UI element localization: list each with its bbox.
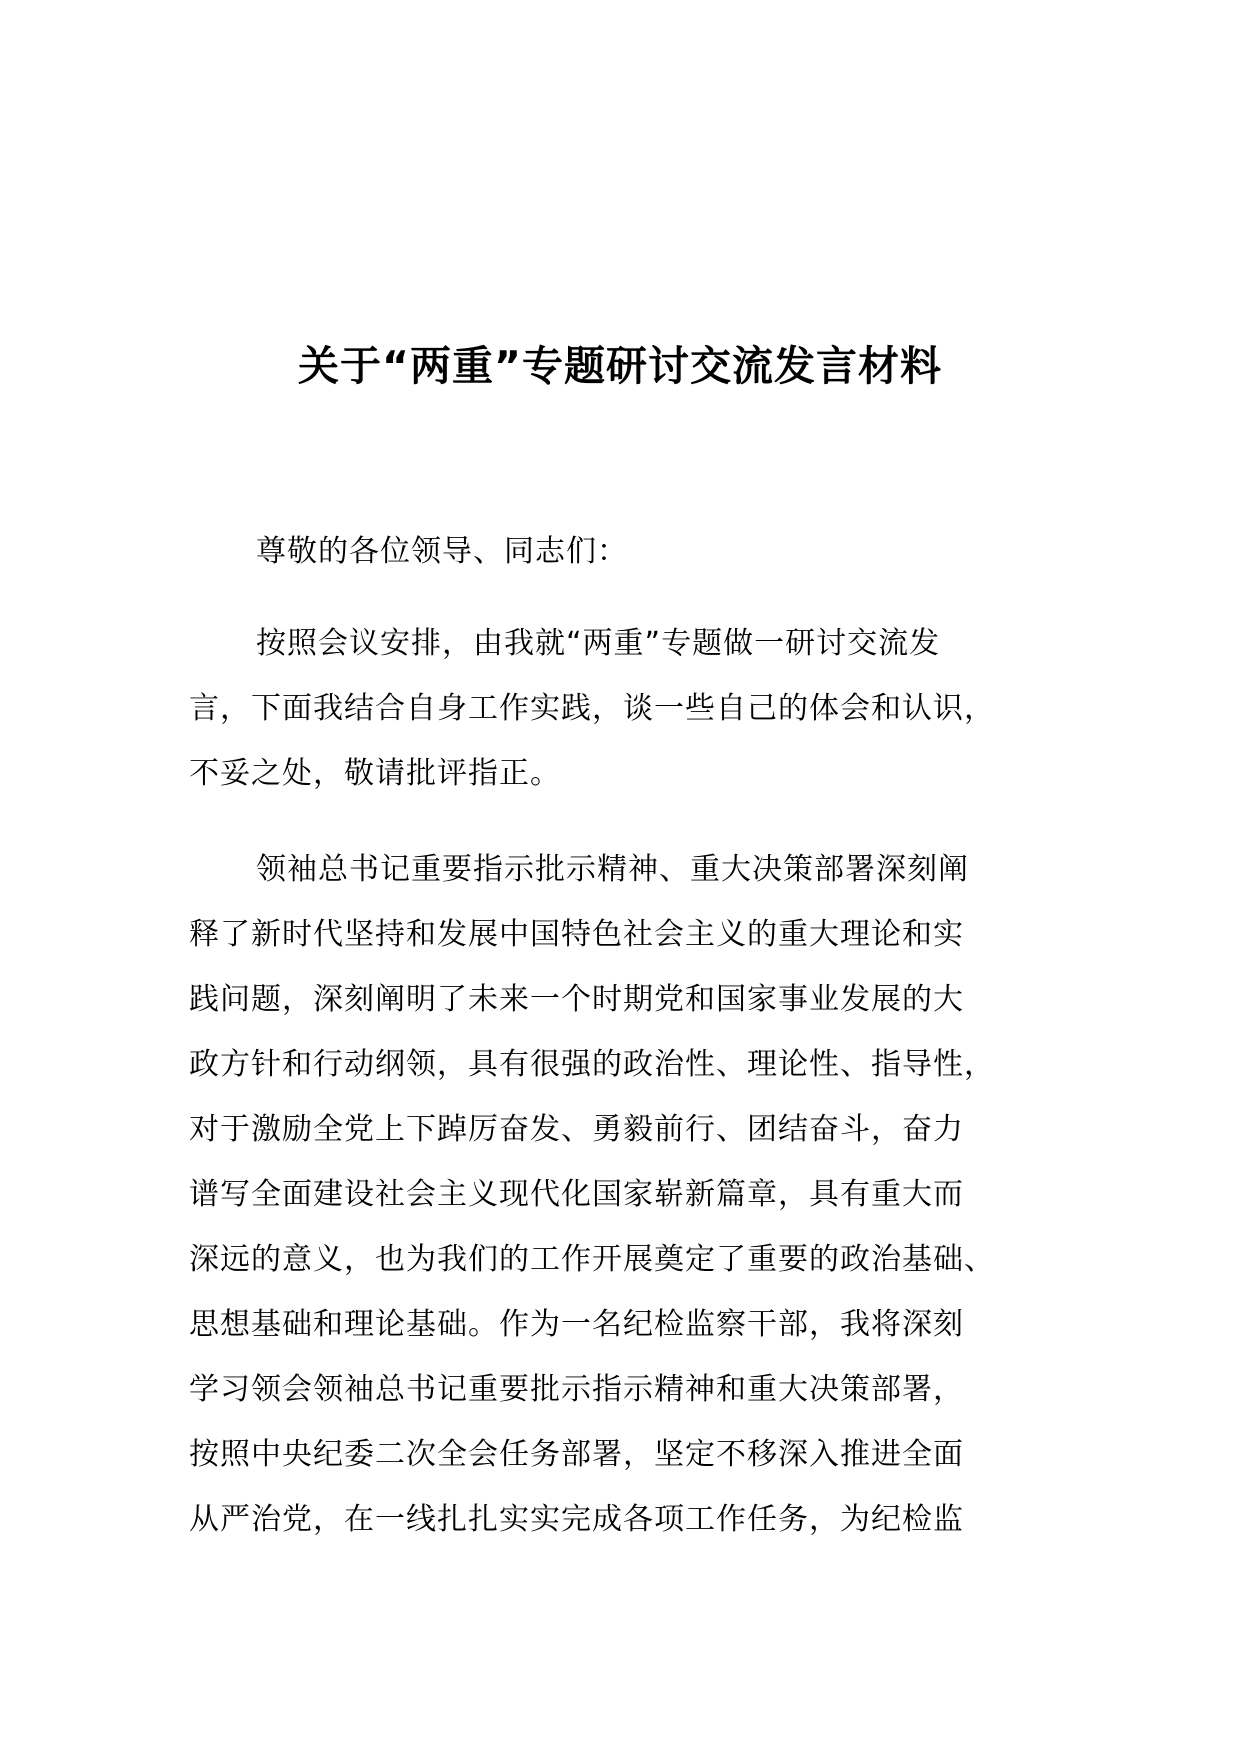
document-title: 关于“两重”专题研讨交流发言材料 [298,342,942,390]
paragraph-2-line-6: 谱写全面建设社会主义现代化国家崭新篇章，具有重大而 [189,1177,964,1212]
paragraph-2-line-3: 践问题，深刻阐明了未来一个时期党和国家事业发展的大 [189,982,964,1017]
paragraph-1-line-1: 按照会议安排，由我就“两重”专题做一研讨交流发 [256,626,941,661]
paragraph-2-line-1: 领袖总书记重要指示批示精神、重大决策部署深刻阐 [256,852,969,887]
paragraph-2-line-10: 按照中央纪委二次全会任务部署，坚定不移深入推进全面 [189,1437,964,1472]
paragraph-2-line-9: 学习领会领袖总书记重要批示指示精神和重大决策部署， [189,1372,964,1407]
paragraph-2-line-11: 从严治党，在一线扎扎实实完成各项工作任务，为纪检监 [189,1502,964,1537]
paragraph-2-line-8: 思想基础和理论基础。作为一名纪检监察干部，我将深刻 [189,1307,964,1342]
paragraph-2-line-2: 释了新时代坚持和发展中国特色社会主义的重大理论和实 [189,917,964,952]
paragraph-2-line-4: 政方针和行动纲领，具有很强的政治性、理论性、指导性， [189,1047,995,1082]
paragraph-2-line-7: 深远的意义，也为我们的工作开展奠定了重要的政治基础、 [189,1242,995,1277]
paragraph-1-line-2: 言，下面我结合自身工作实践，谈一些自己的体会和认识， [189,691,995,726]
salutation: 尊敬的各位领导、同志们： [256,534,628,569]
paragraph-1-line-3: 不妥之处，敬请批评指正。 [189,756,561,791]
paragraph-2-line-5: 对于激励全党上下踔厉奋发、勇毅前行、团结奋斗，奋力 [189,1112,964,1147]
